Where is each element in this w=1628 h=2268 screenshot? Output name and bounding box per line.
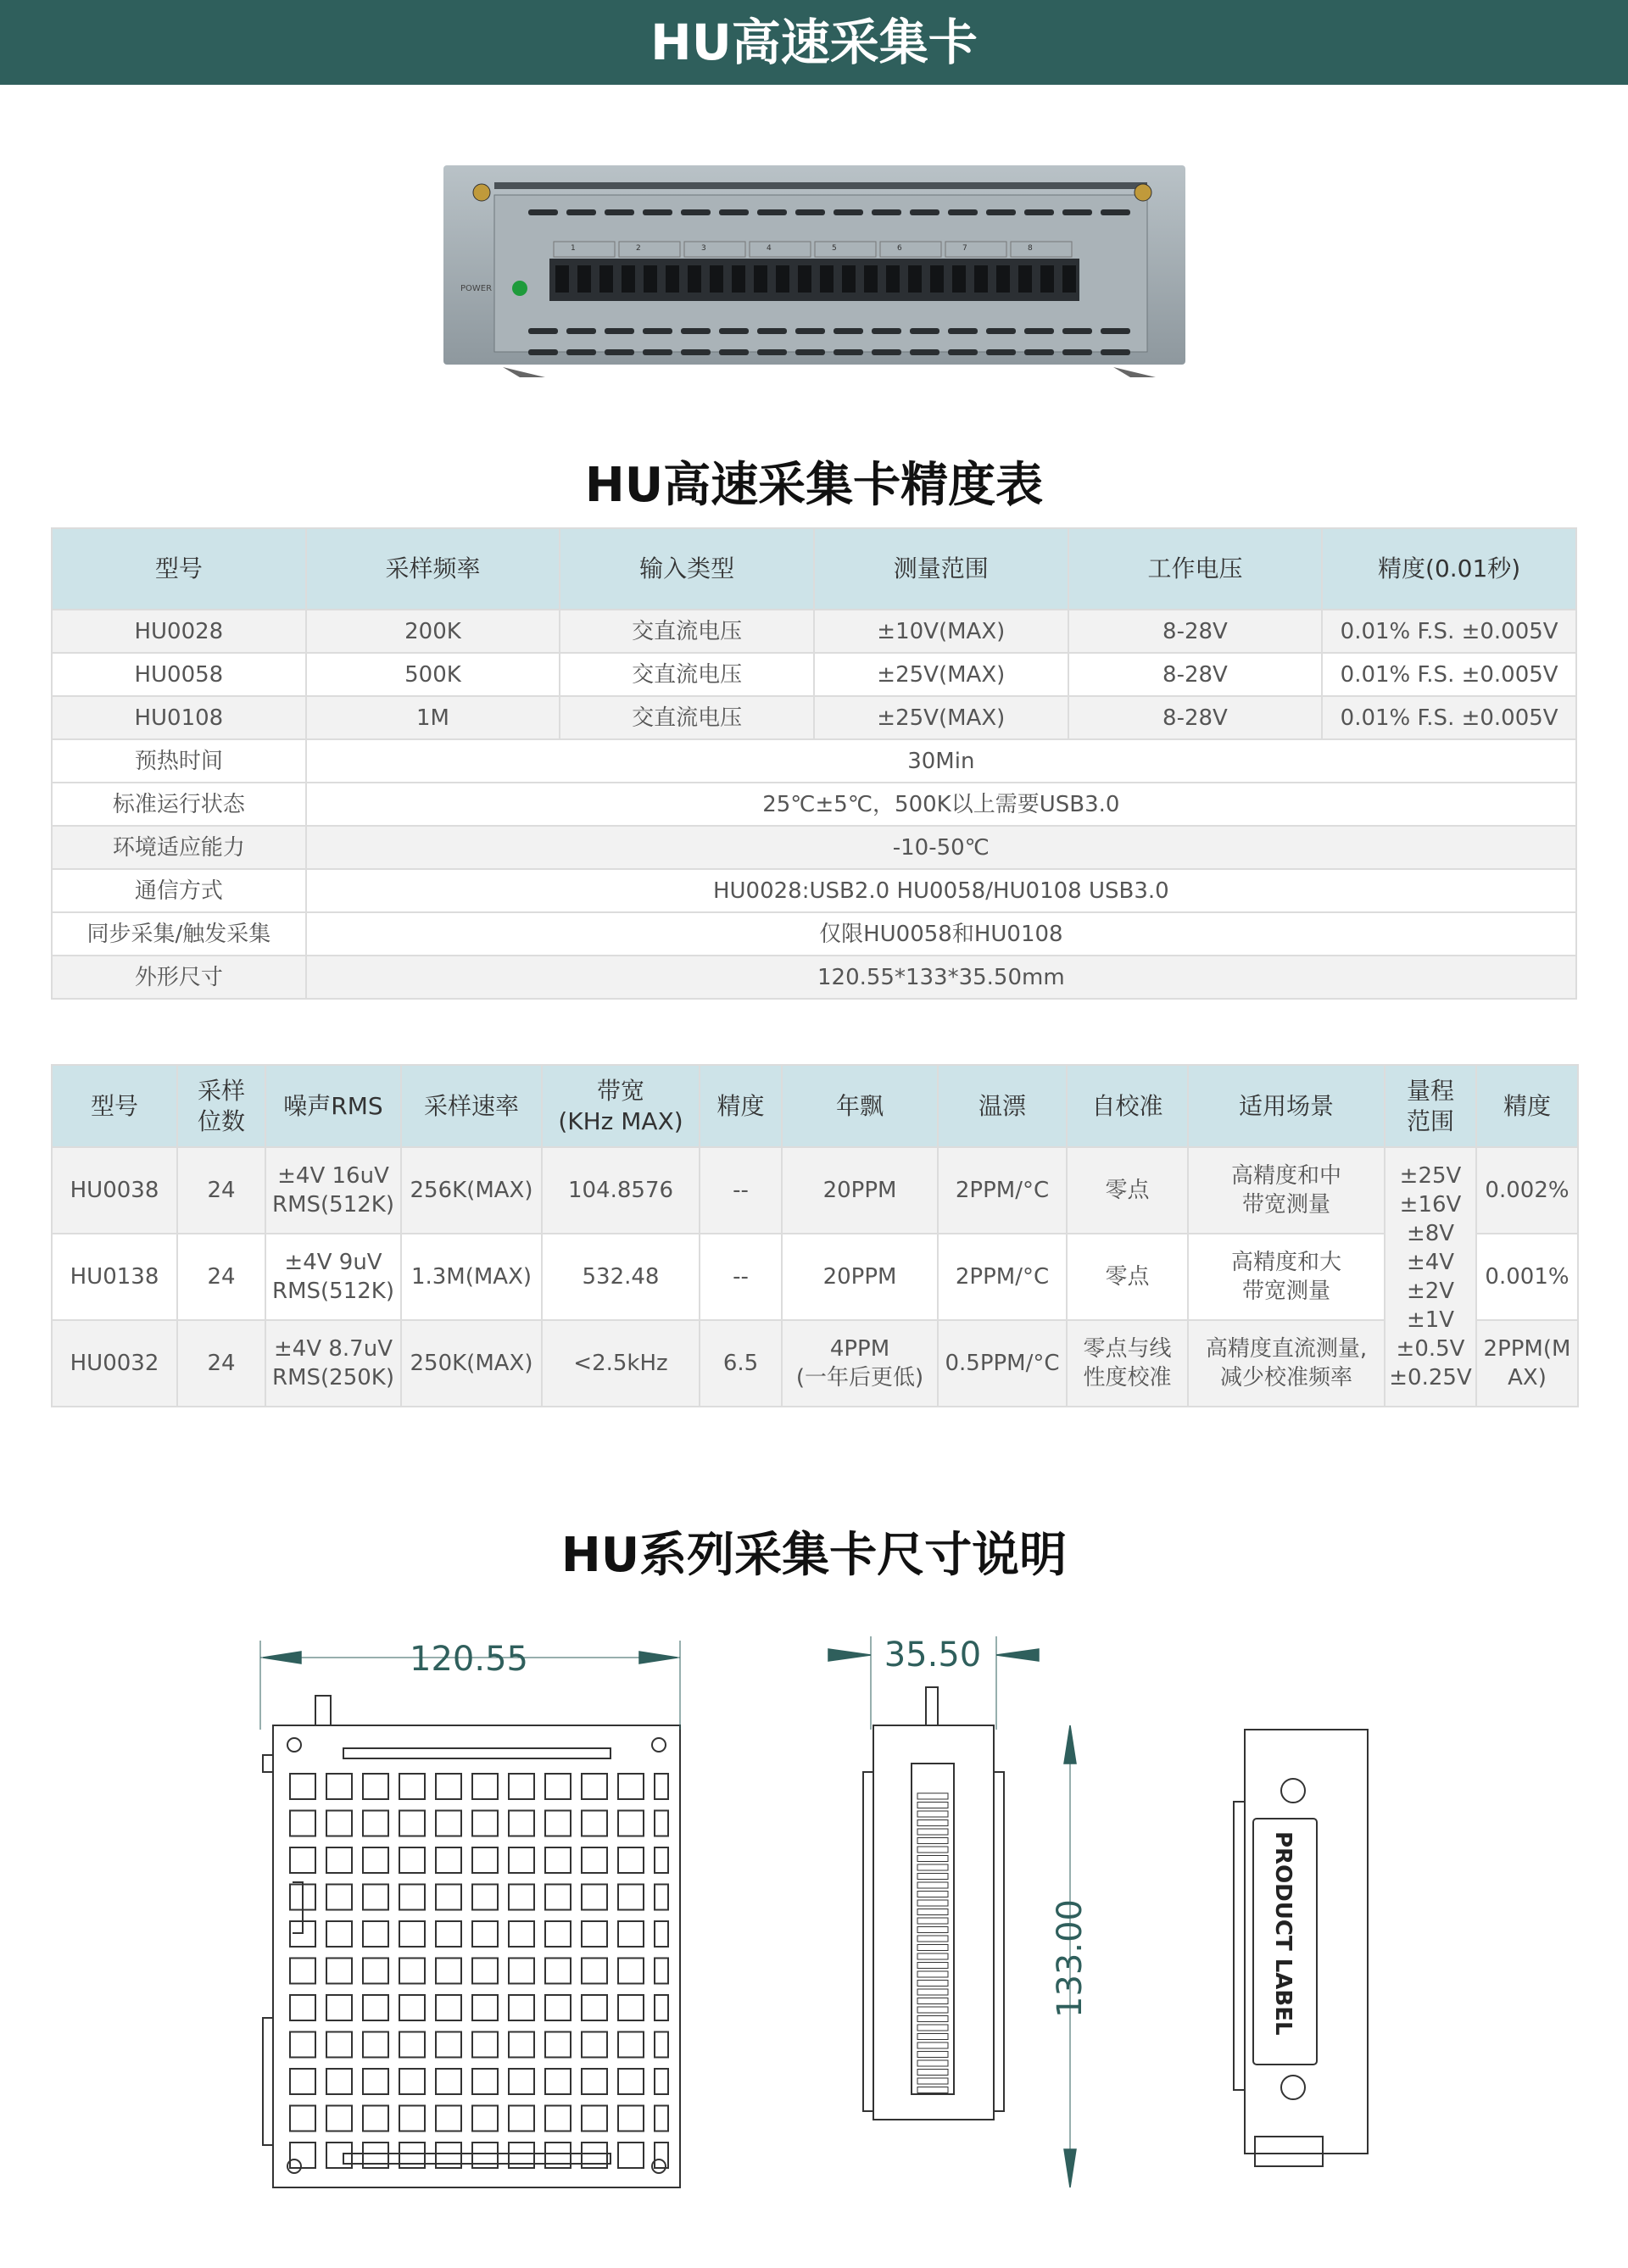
cell: ±4V 16uV RMS(512K) bbox=[265, 1147, 401, 1234]
cell: 8-28V bbox=[1068, 696, 1323, 739]
dimension-drawings bbox=[0, 1628, 1628, 2221]
spec-label: 通信方式 bbox=[52, 869, 306, 912]
front-view bbox=[263, 1696, 680, 2187]
cell: HU0108 bbox=[52, 696, 306, 739]
cell: 8-28V bbox=[1068, 653, 1323, 696]
cell: 24 bbox=[177, 1320, 265, 1407]
spec-value: 120.55*133*35.50mm bbox=[306, 956, 1576, 999]
table1-title: HU高速采集卡精度表 bbox=[584, 458, 1044, 513]
col-header: 量程 范围 bbox=[1385, 1065, 1476, 1147]
spec-value: 30Min bbox=[306, 739, 1576, 783]
product-label-text: PRODUCT LABEL bbox=[1270, 1831, 1296, 2036]
col-header: 采样速率 bbox=[401, 1065, 542, 1147]
cell: HU0138 bbox=[52, 1234, 177, 1320]
spec-label: 标准运行状态 bbox=[52, 783, 306, 826]
spec-label: 预热时间 bbox=[52, 739, 306, 783]
cell: ±25V(MAX) bbox=[814, 696, 1068, 739]
device-photo bbox=[443, 165, 1185, 377]
cell: 交直流电压 bbox=[560, 610, 814, 653]
spec-row bbox=[52, 783, 1576, 826]
cell: ±25V(MAX) bbox=[814, 653, 1068, 696]
cell: 0.01% F.S. ±0.005V bbox=[1322, 653, 1576, 696]
depth-dimension: 35.50 bbox=[884, 1636, 982, 1675]
cell: 8-28V bbox=[1068, 610, 1323, 653]
table-row bbox=[52, 1147, 1578, 1234]
channel-label: 3 bbox=[701, 244, 706, 253]
spec-row bbox=[52, 826, 1576, 869]
cell: 零点与线 性度校准 bbox=[1067, 1320, 1188, 1407]
cell: 256K(MAX) bbox=[401, 1147, 542, 1234]
col-header: 温漂 bbox=[938, 1065, 1067, 1147]
spec-value: -10-50℃ bbox=[306, 826, 1576, 869]
table-row bbox=[52, 696, 1576, 739]
cell: HU0038 bbox=[52, 1147, 177, 1234]
cell: HU0058 bbox=[52, 653, 306, 696]
cell: 零点 bbox=[1067, 1147, 1188, 1234]
cell: 2PPM/°C bbox=[938, 1234, 1067, 1320]
col-header: 精度 bbox=[700, 1065, 782, 1147]
spec-label: 同步采集/触发采集 bbox=[52, 912, 306, 956]
power-label: POWER bbox=[460, 284, 493, 293]
height-dimension: 133.00 bbox=[1051, 1899, 1090, 2018]
col-header: 年飘 bbox=[782, 1065, 938, 1147]
cell: -- bbox=[700, 1234, 782, 1320]
cell: 20PPM bbox=[782, 1147, 938, 1234]
col-header: 型号 bbox=[52, 528, 306, 610]
table-row bbox=[52, 653, 1576, 696]
cell: -- bbox=[700, 1147, 782, 1234]
cell: 零点 bbox=[1067, 1234, 1188, 1320]
cell: 高精度和中 带宽测量 bbox=[1188, 1147, 1385, 1234]
cell: 200K bbox=[306, 610, 560, 653]
col-header: 输入类型 bbox=[560, 528, 814, 610]
col-header: 型号 bbox=[52, 1065, 177, 1147]
col-header: 精度 bbox=[1476, 1065, 1578, 1147]
col-header: 适用场景 bbox=[1188, 1065, 1385, 1147]
cell: 高精度直流测量, 减少校准频率 bbox=[1188, 1320, 1385, 1407]
cell: ±4V 9uV RMS(512K) bbox=[265, 1234, 401, 1320]
col-header: 精度(0.01秒) bbox=[1322, 528, 1576, 610]
width-dimension: 120.55 bbox=[410, 1640, 528, 1679]
cell: 高精度和大 带宽测量 bbox=[1188, 1234, 1385, 1320]
cell: <2.5kHz bbox=[542, 1320, 700, 1407]
cell: ±4V 8.7uV RMS(250K) bbox=[265, 1320, 401, 1407]
cell: 4PPM (一年后更低) bbox=[782, 1320, 938, 1407]
channel-label: 2 bbox=[636, 244, 641, 253]
col-header: 噪声RMS bbox=[265, 1065, 401, 1147]
cell: 104.8576 bbox=[542, 1147, 700, 1234]
cell: 交直流电压 bbox=[560, 653, 814, 696]
col-header: 带宽 (KHz MAX) bbox=[542, 1065, 700, 1147]
spec-row bbox=[52, 956, 1576, 999]
cell: 0.01% F.S. ±0.005V bbox=[1322, 696, 1576, 739]
side-view bbox=[863, 1687, 1004, 2120]
channel-label: 4 bbox=[767, 244, 772, 253]
model-spec-table bbox=[51, 1064, 1579, 1407]
page-header: HU高速采集卡 bbox=[0, 0, 1628, 85]
cell: 1M bbox=[306, 696, 560, 739]
cell: ±10V(MAX) bbox=[814, 610, 1068, 653]
cell: 250K(MAX) bbox=[401, 1320, 542, 1407]
cell: 0.5PPM/°C bbox=[938, 1320, 1067, 1407]
col-header: 测量范围 bbox=[814, 528, 1068, 610]
cell: 0.001% bbox=[1476, 1234, 1578, 1320]
cell: 2PPM(M AX) bbox=[1476, 1320, 1578, 1407]
table-row bbox=[52, 1234, 1578, 1320]
cell: 500K bbox=[306, 653, 560, 696]
dimensions-title: HU系列采集卡尺寸说明 bbox=[560, 1528, 1068, 1583]
channel-label: 6 bbox=[897, 244, 902, 253]
cell: 6.5 bbox=[700, 1320, 782, 1407]
channel-label: 8 bbox=[1028, 244, 1033, 253]
cell: 1.3M(MAX) bbox=[401, 1234, 542, 1320]
spec-value: 仅限HU0058和HU0108 bbox=[306, 912, 1576, 956]
col-header: 采样 位数 bbox=[177, 1065, 265, 1147]
cell: 2PPM/°C bbox=[938, 1147, 1067, 1234]
spec-row bbox=[52, 869, 1576, 912]
table-row bbox=[52, 1320, 1578, 1407]
precision-table bbox=[51, 527, 1577, 1000]
col-header: 采样频率 bbox=[306, 528, 560, 610]
spec-value: HU0028:USB2.0 HU0058/HU0108 USB3.0 bbox=[306, 869, 1576, 912]
channel-label: 7 bbox=[962, 244, 967, 253]
cell: 0.002% bbox=[1476, 1147, 1578, 1234]
col-header: 自校准 bbox=[1067, 1065, 1188, 1147]
cell: 24 bbox=[177, 1147, 265, 1234]
cell: 交直流电压 bbox=[560, 696, 814, 739]
cell: 0.01% F.S. ±0.005V bbox=[1322, 610, 1576, 653]
spec-row bbox=[52, 739, 1576, 783]
table-row bbox=[52, 610, 1576, 653]
channel-label: 1 bbox=[571, 244, 576, 253]
cell: 20PPM bbox=[782, 1234, 938, 1320]
cell: HU0028 bbox=[52, 610, 306, 653]
cell: HU0032 bbox=[52, 1320, 177, 1407]
cell: 24 bbox=[177, 1234, 265, 1320]
spec-label: 外形尺寸 bbox=[52, 956, 306, 999]
channel-label: 5 bbox=[832, 244, 837, 253]
back-view bbox=[1234, 1730, 1368, 2166]
cell: 532.48 bbox=[542, 1234, 700, 1320]
spec-label: 环境适应能力 bbox=[52, 826, 306, 869]
col-header: 工作电压 bbox=[1068, 528, 1323, 610]
spec-row bbox=[52, 912, 1576, 956]
range-cell: ±25V ±16V ±8V ±4V ±2V ±1V ±0.5V ±0.25V bbox=[1385, 1147, 1476, 1407]
spec-value: 25℃±5℃，500K以上需要USB3.0 bbox=[306, 783, 1576, 826]
